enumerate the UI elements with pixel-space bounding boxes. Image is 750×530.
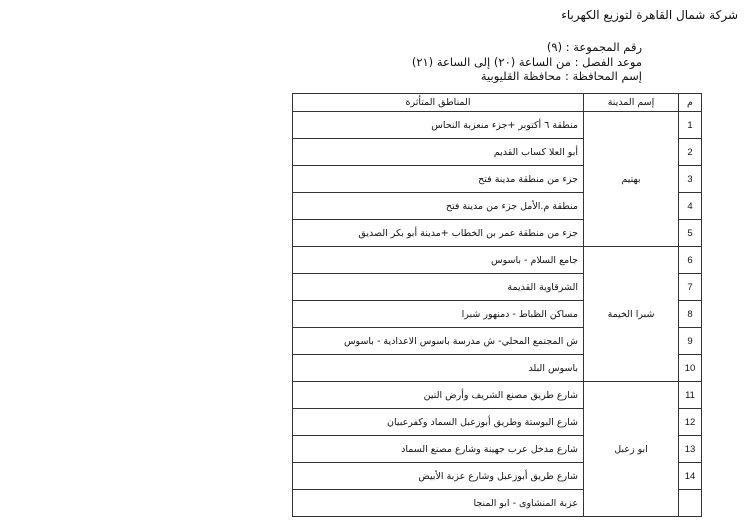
- document-meta: [412, 40, 642, 84]
- governorate: إسم المحافظة : محافظة القليوبية: [480, 69, 642, 83]
- row-number: 3: [679, 166, 702, 193]
- group-number: رقم المجموعة : (٩): [546, 40, 642, 54]
- area-cell: منطقة ٦ أكتوبر +جزء منعزبة النحاس: [293, 112, 584, 139]
- row-number: 8: [679, 301, 702, 328]
- area-cell: أبو العلا كساب القديم: [293, 139, 584, 166]
- row-number: 7: [679, 274, 702, 301]
- column-header-areas: المناطق المتأثرة: [293, 94, 584, 112]
- area-cell: عزبة المنشاوى - ابو المنجا: [293, 490, 584, 517]
- row-number: 6: [679, 247, 702, 274]
- area-cell: جزء من منطقة مدينة فتح: [293, 166, 584, 193]
- row-number: 2: [679, 139, 702, 166]
- column-header-city: إسم المدينة: [584, 94, 679, 112]
- area-cell: شارع طريق مصنع الشريف وأرض التين: [293, 382, 584, 409]
- outage-table: [292, 93, 702, 517]
- table-row: [293, 382, 702, 409]
- area-cell: باسوس البلد: [293, 355, 584, 382]
- area-cell: شارع طريق أبوزعبل وشارع عزبة الأبيض: [293, 463, 584, 490]
- area-cell: جامع السلام - باسوس: [293, 247, 584, 274]
- area-cell: مساكن الظباط - دمنهور شبرا: [293, 301, 584, 328]
- row-number: 11: [679, 382, 702, 409]
- row-number: 1: [679, 112, 702, 139]
- row-number: 5: [679, 220, 702, 247]
- table-row: [293, 247, 702, 274]
- row-number: 4: [679, 193, 702, 220]
- area-cell: شارع البوستة وطريق أبوزعبل السماد وكفرعبيان: [293, 409, 584, 436]
- table-row: [293, 112, 702, 139]
- table-header-row: [293, 94, 702, 112]
- row-number: 9: [679, 328, 702, 355]
- row-number: 13: [679, 436, 702, 463]
- column-header-num: م: [679, 94, 702, 112]
- city-cell: ابو زعبل: [584, 382, 679, 517]
- cutoff-time: موعد الفصل : من الساعة (٢٠) إلى الساعة (٢١): [411, 54, 642, 69]
- city-cell: بهتيم: [584, 112, 679, 247]
- row-number: 12: [679, 409, 702, 436]
- area-cell: ش المجتمع المحلي- ش مدرسة باسوس الاعدادية - باسوس: [293, 328, 584, 355]
- row-number: 10: [679, 355, 702, 382]
- area-cell: منطقة م.الأمل جزء من مدينة فتح: [293, 193, 584, 220]
- company-name: شركة شمال القاهرة لتوزيع الكهرباء: [561, 8, 738, 22]
- area-cell: جزء من منطقة عمر بن الخطاب +مدينة أبو بكر الصديق: [293, 220, 584, 247]
- city-cell: شبرا الخيمة: [584, 247, 679, 382]
- area-cell: شارع مدخل عرب جهينة وشارع مصنع السماد: [293, 436, 584, 463]
- area-cell: الشرقاوية القديمة: [293, 274, 584, 301]
- row-number: [679, 490, 702, 517]
- row-number: 14: [679, 463, 702, 490]
